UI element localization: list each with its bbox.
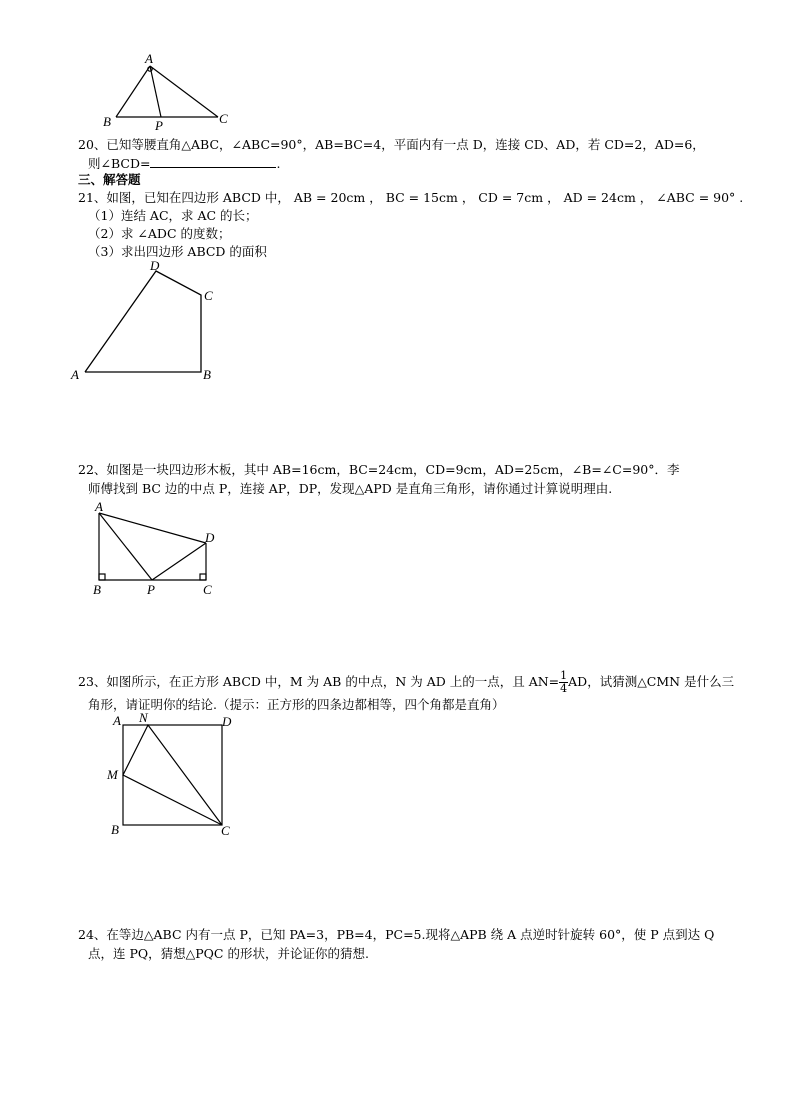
q20-line2 xyxy=(88,155,280,172)
top-side-ab xyxy=(116,66,150,117)
q23-label-d: D xyxy=(222,714,232,729)
q22-line2: 师傅找到 BC 边的中点 P，连接 AP，DP，发现△APD 是直角三角形，请你通过计算说明理由. xyxy=(88,481,613,496)
q22-line1: 22、如图是一块四边形木板，其中 AB=16cm，BC=24cm，CD=9cm，AD=25cm，∠B=∠C=90°．李 xyxy=(78,462,680,477)
top-label-a: A xyxy=(145,51,153,66)
q22-right-angle-b xyxy=(99,574,105,580)
q20-line2-suffix: . xyxy=(276,156,281,171)
top-label-c: C xyxy=(219,111,228,126)
q23-line1-prefix: 23、如图所示，在正方形 ABCD 中，M 为 AB 的中点，N 为 AD 上的一点，且 AN= xyxy=(78,674,560,689)
q24-line2: 点，连 PQ，猜想△PQC 的形状，并论证你的猜想. xyxy=(88,946,369,961)
q23-fraction-denominator: 4 xyxy=(560,682,568,695)
q23-fraction xyxy=(559,670,568,695)
q22-label-p: P xyxy=(147,582,155,597)
q22-segment-dp xyxy=(152,543,206,580)
q20-line2-prefix: 则∠BCD= xyxy=(88,156,151,171)
q21-part2: （2）求 ∠ADC 的度数； xyxy=(88,226,231,241)
q23-line1 xyxy=(78,670,734,695)
q21-label-c: C xyxy=(204,288,213,303)
top-side-ac xyxy=(150,66,218,117)
q21-label-b: B xyxy=(203,367,211,382)
top-label-p: P xyxy=(155,118,163,133)
q22-label-d: D xyxy=(205,530,215,545)
q20-line1: 20、已知等腰直角△ABC，∠ABC=90°，AB=BC=4，平面内有一点 D，连接 CD、AD，若 CD=2，AD=6， xyxy=(78,137,705,152)
q22-side-ad xyxy=(99,513,206,543)
top-label-b: B xyxy=(103,114,111,129)
q21-label-a: A xyxy=(71,367,79,382)
q21-part3: （3）求出四边形 ABCD 的面积 xyxy=(88,244,267,259)
q23-label-b: B xyxy=(111,822,119,837)
q22-label-b: B xyxy=(93,582,101,597)
q21-intro: 21、如图，已知在四边形 ABCD 中， AB = 20cm ， BC = 15cm ， CD = 7cm ， AD = 24cm ， ∠ABC = 90° . xyxy=(78,190,744,205)
q22-right-angle-c xyxy=(200,574,206,580)
q23-label-m: M xyxy=(107,767,118,782)
q22-label-c: C xyxy=(203,582,212,597)
section-heading: 三、解答题 xyxy=(78,172,141,187)
q23-triangle-cmn xyxy=(123,725,222,825)
q21-label-d: D xyxy=(150,258,160,273)
q23-label-a: A xyxy=(113,713,121,728)
q21-quadrilateral xyxy=(85,271,201,372)
q21-part1: （1）连结 AC，求 AC 的长； xyxy=(88,208,258,223)
q22-label-a: A xyxy=(95,499,103,514)
q23-fraction-numerator: 1 xyxy=(560,669,568,682)
q23-label-n: N xyxy=(139,710,148,725)
q23-line2: 角形，请证明你的结论.（提示：正方形的四条边都相等，四个角都是直角） xyxy=(88,697,505,712)
q23-square xyxy=(123,725,222,825)
q23-label-c: C xyxy=(221,823,230,838)
q24-line1: 24、在等边△ABC 内有一点 P，已知 PA=3，PB=4，PC=5.现将△APB 绕 A 点逆时针旋转 60°，使 P 点到达 Q xyxy=(78,927,715,942)
q23-line1-suffix: AD，试猜测△CMN 是什么三 xyxy=(568,674,735,689)
q20-answer-blank[interactable] xyxy=(150,155,276,168)
q22-segment-ap xyxy=(99,513,152,580)
